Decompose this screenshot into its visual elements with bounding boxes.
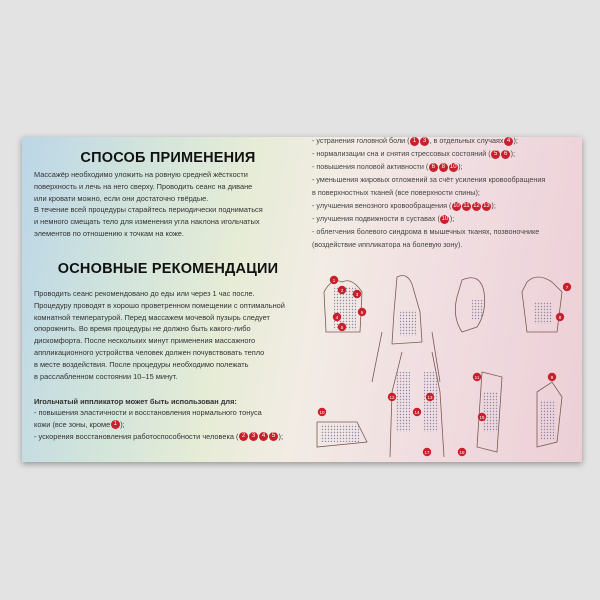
usage-line: поверхность и лечь на него сверху. Проводить сеанс на диване [34, 181, 253, 191]
zone-badge: 10 [441, 215, 449, 222]
marker-number: 9 [550, 374, 554, 380]
marker-number: 13 [427, 394, 433, 400]
marker-number: 15 [479, 414, 485, 420]
recommendations-paragraph [34, 288, 302, 382]
foot-on-mat [317, 422, 367, 447]
left-column [34, 137, 302, 462]
marker-number: 7 [565, 284, 569, 290]
benefit-item: - уменьшения жировых отложений за счёт усиления кровообращения [312, 175, 546, 184]
benefit-item: - устранения головной боли ( 1 3 , в отдельных случаях 4 ); [312, 137, 518, 145]
head-profile [455, 278, 484, 332]
zone-badge: 4 [504, 137, 513, 146]
marker-number: 3 [355, 291, 359, 297]
uses-item: - ускорения восстановления работоспособности человека ( 2 3 4 5 ); [34, 431, 284, 441]
zone-badge: 8 [439, 163, 448, 172]
zone-badge: 10 [453, 202, 460, 209]
uses-item: кожи (все зоны, кроме 1 ); [34, 419, 125, 429]
zone-badge: 1 [111, 420, 120, 429]
marker-number: 1 [332, 277, 336, 283]
recommendation-line: дискомфорта. После нескольких минут применения массажного [34, 336, 256, 346]
uses-list [34, 407, 302, 442]
marker-number: 4 [335, 314, 339, 320]
recommendation-line: Проводить сеанс рекомендовано до еды или через 1 час после. [34, 289, 255, 298]
benefit-item: - улучшения венозного кровообращения ( 10 11 12 13 ); [312, 201, 496, 210]
instruction-card [22, 137, 582, 462]
uses-label: Игольчатый иппликатор может быть использован для: [34, 397, 237, 406]
zone-badge: 6 [429, 163, 438, 172]
uses-item: - повышения эластичности и восстановления нормального тонуса [34, 408, 262, 417]
zone-badge: 1 [410, 137, 419, 146]
usage-line: В течение всей процедуры старайтесь периодически подниматься [34, 205, 263, 215]
recommendation-line: аппликационного устройства человек должен почувствовать тепло [34, 347, 265, 357]
marker-number: 17 [424, 449, 430, 455]
marker-number: 8 [558, 314, 562, 320]
zone-badge: 5 [491, 150, 500, 159]
benefit-item: (воздействие иппликатора на болевую зону). [312, 240, 463, 249]
benefit-item: в поверхностных тканей (все поверхности спины); [312, 188, 480, 197]
zone-badge: 4 [259, 432, 268, 441]
zone-badge: 6 [501, 150, 510, 159]
recommendation-line: в месте воздействия. После процедуры необходимо полежать [34, 359, 249, 369]
usage-line: элементов по отношению к точкам на коже. [34, 228, 184, 238]
heading-recommendations: ОСНОВНЫЕ РЕКОМЕНДАЦИИ [57, 261, 279, 277]
usage-paragraph [34, 169, 302, 240]
benefit-item: - улучшения подвижности в суставах ( 10 ); [312, 214, 455, 223]
front-torso [522, 277, 562, 332]
marker-number: 6 [360, 309, 364, 315]
right-column [312, 137, 580, 462]
body-illustrations [312, 272, 580, 462]
recommendation-line: в расслабленном состоянии 10–15 минут. [34, 371, 178, 381]
zone-badge: 10 [449, 163, 457, 170]
zone-badge: 12 [473, 202, 480, 209]
usage-line: Массажёр необходимо уложить на ровную средней жёсткости [34, 170, 248, 179]
benefit-item: - нормализации сна и снятия стрессовых состояний ( 5 6 ); [312, 149, 516, 158]
marker-number: 14 [414, 409, 420, 415]
recommendation-line: комнатной температурой. Перед массажем мочевой пузырь следует [34, 312, 270, 322]
standing-figure [390, 352, 444, 457]
marker-number: 5 [340, 324, 344, 330]
marker-number: 11 [474, 374, 480, 380]
usage-line: и немного смещать тело для изменения угла наклона игольчатых [34, 217, 260, 227]
zone-badge: 3 [249, 432, 258, 441]
marker-number: 10 [319, 409, 325, 415]
benefit-item: - повышения половой активности ( 6 8 10 ); [312, 162, 463, 171]
usage-line: или кровати можно, если они достаточно твёрдые. [34, 193, 209, 203]
zone-badge: 5 [269, 432, 278, 441]
heading-usage-method: СПОСОБ ПРИМЕНЕНИЯ [80, 150, 256, 166]
zone-badge: 11 [463, 202, 470, 209]
hand-figure [537, 382, 562, 447]
zone-badge: 3 [420, 137, 429, 146]
marker-number: 2 [340, 287, 344, 293]
zone-badge: 2 [239, 432, 248, 441]
recommendation-line: Процедуру проводят в хорошо проветренном помещении с оптимальной [34, 300, 285, 310]
leg-figure [474, 372, 502, 452]
benefit-item: - облегчения болевого синдрома в мышечных тканях, позвоночнике [312, 227, 540, 236]
benefits-list [312, 137, 582, 252]
sitting-figure [372, 276, 440, 382]
zone-badge: 13 [483, 202, 490, 209]
marker-number: 12 [389, 394, 395, 400]
marker-number: 16 [459, 449, 465, 455]
recommendation-line: опорожнить. Во время процедуры не должно быть какого-либо [34, 324, 251, 334]
